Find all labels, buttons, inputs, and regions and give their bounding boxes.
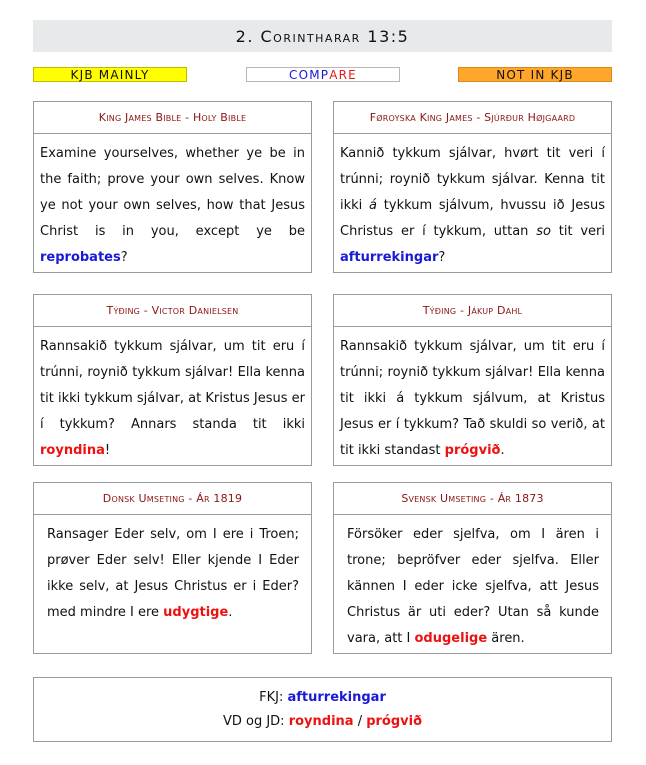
legend-kjb-mainly: KJB MAINLY bbox=[33, 67, 187, 82]
card-svensk-umseting bbox=[333, 482, 612, 654]
card-heading: Føroyska King James - Sjúrður Højgaard bbox=[334, 102, 611, 134]
footer-word-progvid: prógvið bbox=[366, 714, 423, 729]
card-heading: Donsk Umseting - Ár 1819 bbox=[34, 483, 311, 515]
highlight-word: royndina bbox=[40, 443, 105, 458]
card-victor-danielsen bbox=[33, 294, 312, 466]
footer-line-fkj: FKJ: afturrekingar bbox=[259, 690, 386, 705]
card-heading: Týðing - Victor Danielsen bbox=[34, 295, 311, 327]
legend-compare bbox=[246, 67, 400, 82]
highlight-word: reprobates bbox=[40, 250, 121, 265]
card-text: Kannið tykkum sjálvar, hvørt tit veri í trúnni; roynið tykkum sjálvar. Kenna tit ikki á tykkum sjálvum, hvussu ið Jesus Christus er í tykkum, uttan so tit veri afturrekingar? bbox=[340, 146, 605, 265]
card-jakup-dahl bbox=[333, 294, 612, 466]
legend-compare-blue: COMP bbox=[289, 67, 330, 82]
card-text: Examine yourselves, whether ye be in the faith; prove your own selves. Know ye not your own selves, how that Jesus Christ is in you, except ye be reprobates? bbox=[40, 146, 305, 265]
footer-line-vd-jd: VD og JD: royndina / prógvið bbox=[222, 714, 423, 729]
card-text: Rannsakið tykkum sjálvar, um tit eru í trúnni; roynið tykkum sjálvar! Ella kenna tit ikki á tykkum sjálvum, at Kristus Jesus er í tykkum? Tað skuldi so verið, at tit ikki standast prógvið. bbox=[340, 339, 605, 458]
card-foroyska-king-james bbox=[333, 101, 612, 273]
legend-compare-red: ARE bbox=[329, 67, 357, 82]
highlight-word: udygtige bbox=[163, 605, 229, 620]
legend-not-in-kjb: NOT IN KJB bbox=[458, 67, 612, 82]
card-donsk-umseting bbox=[33, 482, 312, 654]
footer-word-afturrekingar: afturrekingar bbox=[287, 690, 386, 705]
card-text: Försöker eder sjelfva, om I ären i trone; bepröfver eder sjelfva. Eller kännen I eder icke sjelfva, att Jesus Christus är uti eder? Utan så kunde vara, att I odugelige ären. bbox=[347, 527, 599, 646]
card-kjb bbox=[33, 101, 312, 273]
summary-footer bbox=[33, 677, 612, 742]
card-text: Ransager Eder selv, om I ere i Troen; prøver Eder selv! Eller kjende I Eder ikke selv, at Jesus Christus er i Eder? med mindre I ere udygtige. bbox=[47, 527, 299, 620]
card-text: Rannsakið tykkum sjálvar, um tit eru í trúnni, roynið tykkum sjálvar! Ella kenna tit ikki tykkum sjálvar, at Kristus Jesus er í tykkum? Annars standa tit ikki royndina! bbox=[40, 339, 305, 458]
footer-word-royndina: royndina bbox=[288, 714, 354, 729]
card-heading: King James Bible - Holy Bible bbox=[34, 102, 311, 134]
card-heading: Svensk Umseting - Ár 1873 bbox=[334, 483, 611, 515]
highlight-word: prógvið bbox=[444, 443, 501, 458]
highlight-word: odugelige bbox=[414, 631, 488, 646]
card-heading: Týðing - Jákup Dahl bbox=[334, 295, 611, 327]
highlight-word: afturrekingar bbox=[340, 250, 439, 265]
page-title: 2. Corintharar 13:5 bbox=[33, 20, 612, 52]
